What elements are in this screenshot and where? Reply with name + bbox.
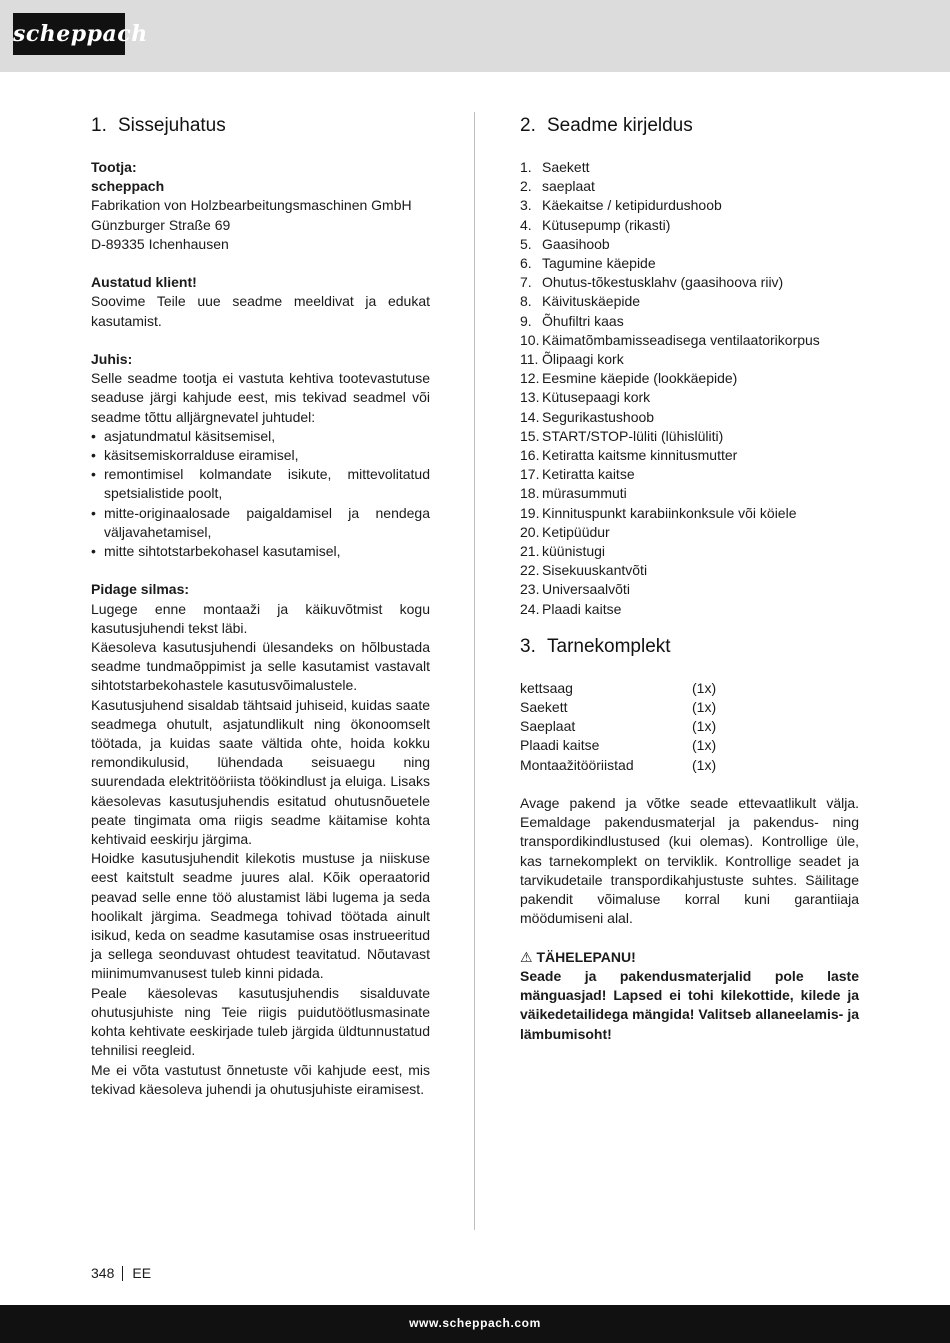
part-number: 11. [520, 351, 539, 368]
bullet-item: • mitte sihtotstarbekohasel kasutamisel, [91, 542, 430, 561]
footer-band [0, 1305, 950, 1343]
section-3-heading [520, 633, 859, 661]
part-item [520, 561, 859, 580]
kit-item-name: kettsaag [520, 679, 573, 696]
part-label: saeplaat [542, 178, 595, 195]
part-label: Tagumine käepide [542, 255, 656, 272]
column-divider [474, 112, 475, 1230]
part-label: Kinnituspunkt karabiinkonksule või köiele [542, 504, 797, 521]
part-number: 3. [520, 197, 532, 214]
warning-title: TÄHELEPANU! [536, 948, 636, 965]
part-item [520, 177, 859, 196]
part-number: 23. [520, 581, 540, 598]
part-number: 17. [520, 466, 540, 483]
parts-list [520, 158, 859, 619]
kit-item-name: Montaažitööriistad [520, 756, 634, 773]
part-number: 6. [520, 255, 532, 272]
part-number: 10. [520, 331, 540, 348]
kit-item-quantity: (1x) [692, 756, 717, 773]
warning-text: Seade ja pakendusmaterjalid pole laste mänguasjad! Lapsed ei tohi kilekottide, kilede ja väikedetailidega mängida! Valitseb allaneelamis- ja lämbumisoht! [520, 967, 859, 1042]
page-footer [91, 1264, 151, 1283]
attention-paragraph: Me ei võta vastutust õnnetuste või kahjude eest, mis tekivad käesoleva juhendi ja ohutusjuhiste eiramisest. [91, 1061, 430, 1097]
kit-row [520, 717, 716, 736]
kit-item-quantity: (1x) [692, 737, 717, 754]
part-label: Ketiratta kaitsme kinnitusmutter [542, 447, 738, 464]
kit-item-name: Saekett [520, 699, 568, 716]
kit-item-quantity: (1x) [692, 699, 717, 716]
part-label: Eesmine käepide (lookkäepide) [542, 370, 738, 387]
part-item [520, 158, 859, 177]
attention-paragraph: Käesoleva kasutusjuhendi ülesandeks on hõlbustada seadme tundmaõppimist ja selle kasutamist vastavalt sihtotstarbekohastele kasutusvõimalustele. [91, 639, 430, 694]
header-band [0, 0, 950, 72]
section-2-number: 2. [520, 115, 536, 136]
part-number: 15. [520, 427, 540, 444]
part-number: 14. [520, 408, 540, 425]
attention-label: Pidage silmas: [91, 581, 190, 598]
part-number: 18. [520, 485, 540, 502]
part-item [520, 196, 859, 215]
part-label: Õhufiltri kaas [542, 312, 624, 329]
part-item [520, 484, 859, 503]
part-label: Kütusepaagi kork [542, 389, 651, 406]
manufacturer-name: scheppach [91, 178, 165, 195]
website-link[interactable]: www.scheppach.com [409, 1316, 541, 1330]
part-label: Saekett [542, 159, 590, 175]
manufacturer-label: Tootja: [91, 159, 137, 175]
part-item [520, 465, 859, 484]
section-3-number: 3. [520, 635, 536, 657]
part-label: Gaasihoob [542, 235, 610, 252]
kit-row [520, 698, 716, 717]
part-item [520, 350, 859, 369]
address-line: Günzburger Straße 69 [91, 216, 231, 233]
kit-row [520, 756, 716, 775]
bullet-item: • mitte-originaalosade paigaldamisel ja nendega väljavahetamisel, [91, 504, 430, 542]
part-number: 7. [520, 274, 532, 291]
part-item [520, 408, 859, 427]
scheppach-logo: scheppach [13, 13, 125, 55]
dear-customer-text: Soovime Teile uue seadme meeldivat ja edukat kasutamist. [91, 293, 430, 329]
section-3-title: Tarnekomplekt [547, 635, 671, 657]
right-column [520, 112, 859, 1044]
part-number: 2. [520, 178, 532, 195]
bullet-item: • remontimisel kolmandate isikute, mittevolitatud spetsialistide poolt, [91, 465, 430, 503]
part-item [520, 504, 859, 523]
part-item [520, 580, 859, 599]
section-2-title: Seadme kirjeldus [547, 115, 693, 136]
unpack-text: Avage pakend ja võtke seade ettevaatlikult välja. Eemaldage pakendusmaterjal ja pakendus- ning transpordikindlustused (kui olemas). Kontrollige üle, kas tarnekomplekt on terviklik. Kontrollige seadet ja tarvikudetaile transpordikahjustuste suhtes. Säilitage pakendit võimaluse korral kuni garantiiaja möödumiseni alal. [520, 795, 859, 927]
part-number: 1. [520, 159, 532, 175]
notice-label: Juhis: [91, 351, 133, 367]
address-line: Fabrikation von Holzbearbeitungsmaschinen GmbH [91, 197, 412, 214]
part-item [520, 235, 859, 254]
dear-customer-label: Austatud klient! [91, 274, 197, 291]
section-2-heading [520, 112, 859, 140]
part-number: 24. [520, 600, 540, 617]
kit-item-quantity: (1x) [692, 718, 717, 735]
part-item [520, 369, 859, 388]
part-label: küünistugi [542, 543, 606, 560]
part-item [520, 331, 859, 350]
page-number: 348 [91, 1265, 115, 1281]
part-label: Segurikastushoob [542, 408, 655, 425]
part-number: 19. [520, 504, 540, 521]
attention-paragraph: Kasutusjuhend sisaldab tähtsaid juhiseid, kuidas saate seadmega ohutult, asjatundlikult ning ökonoomselt töötada, ja kuidas saate vältida ohte, hoida kokku remondikulusid, lühendada seisuaegu ning suurendada elektritööriista töökindlust ja eluiga. Lisaks käesolevas kasutusjuhendis esitatud ohutusnõuetele peate tingimata oma riigis seadme käitamise kohta kehtivaid eeskirju järgima. [91, 696, 430, 848]
left-column [91, 112, 430, 1099]
part-item [520, 523, 859, 542]
section-1-number: 1. [91, 115, 107, 136]
kit-row [520, 736, 716, 755]
part-label: Käivituskäepide [542, 293, 641, 310]
part-label: Õlipaagi kork [542, 351, 624, 368]
part-number: 5. [520, 235, 532, 252]
part-label: Käekaitse / ketipidurdushoob [542, 197, 722, 214]
part-label: Sisekuuskantvõti [542, 562, 648, 579]
footer-separator [122, 1266, 123, 1281]
part-item [520, 388, 859, 407]
part-label: START/STOP-lüliti (lühislüliti) [542, 427, 724, 444]
part-label: mürasummuti [542, 485, 627, 502]
bullet-item: • asjatundmatul käsitsemisel, [91, 427, 430, 446]
kit-item-quantity: (1x) [692, 679, 717, 696]
attention-paragraph: Lugege enne montaaži ja käikuvõtmist kogu kasutusjuhendi tekst läbi. [91, 600, 430, 636]
part-item [520, 216, 859, 235]
part-item [520, 292, 859, 311]
part-item [520, 542, 859, 561]
part-item [520, 600, 859, 619]
part-number: 16. [520, 447, 540, 464]
part-number: 20. [520, 523, 540, 540]
address-line: D-89335 Ichenhausen [91, 235, 229, 252]
part-label: Käimatõmbamisseadisega ventilaatorikorpus [542, 331, 820, 348]
part-item [520, 273, 859, 292]
part-label: Plaadi kaitse [542, 600, 622, 617]
part-item [520, 254, 859, 273]
part-label: Ketipüüdur [542, 523, 610, 540]
part-number: 9. [520, 312, 532, 329]
part-number: 22. [520, 562, 540, 579]
delivery-kit-table [520, 679, 716, 775]
attention-paragraph: Hoidke kasutusjuhendit kilekotis mustuse ja niiskuse eest kaitstult seadme juures alal. Kõik operaatorid peavad selle enne töö alustamist läbi lugema ja seda hoolikalt järgima. Seadmega tohivad töötada ainult isikud, keda on seadme kasutamise osas instrueeritud ja sellega seonduvast ohtudest teavitatud. Nõutavast miinimumvanusest tuleb kinni pidada. [91, 850, 430, 982]
kit-item-name: Saeplaat [520, 718, 576, 735]
part-number: 8. [520, 293, 532, 310]
warning-triangle-icon: ⚠ [520, 948, 533, 965]
part-number: 4. [520, 216, 532, 233]
part-item [520, 312, 859, 331]
part-number: 21. [520, 543, 540, 560]
kit-row [520, 679, 716, 698]
section-1-title: Sissejuhatus [118, 115, 226, 136]
notice-bullet-list [91, 427, 430, 561]
part-number: 13. [520, 389, 540, 406]
part-label: Ketiratta kaitse [542, 466, 635, 483]
part-label: Universaalvõti [542, 581, 630, 598]
notice-text: Selle seadme tootja ei vastuta kehtiva tootevastutuse seaduse järgi kahjude eest, mis tekivad seadmel või seadme tõttu alljärgnevatel juhtudel: [91, 370, 430, 425]
attention-paragraph: Peale käesolevas kasutusjuhendis sisalduvate ohutusjuhiste ning Teie riigis puidutöötlusmasinate kohta kehtivate eeskirjade tuleb järgida üldtunnustatud tehnilisi reegleid. [91, 984, 430, 1059]
part-item [520, 427, 859, 446]
language-code: EE [132, 1265, 152, 1281]
part-label: Kütusepump (rikasti) [542, 216, 671, 233]
part-label: Ohutus-tõkestusklahv (gaasihoova riiv) [542, 274, 784, 291]
bullet-item: • käsitsemiskorralduse eiramisel, [91, 446, 430, 465]
part-item [520, 446, 859, 465]
warning-heading [520, 948, 859, 967]
kit-item-name: Plaadi kaitse [520, 737, 600, 754]
part-number: 12. [520, 370, 540, 387]
section-1-heading [91, 112, 430, 140]
